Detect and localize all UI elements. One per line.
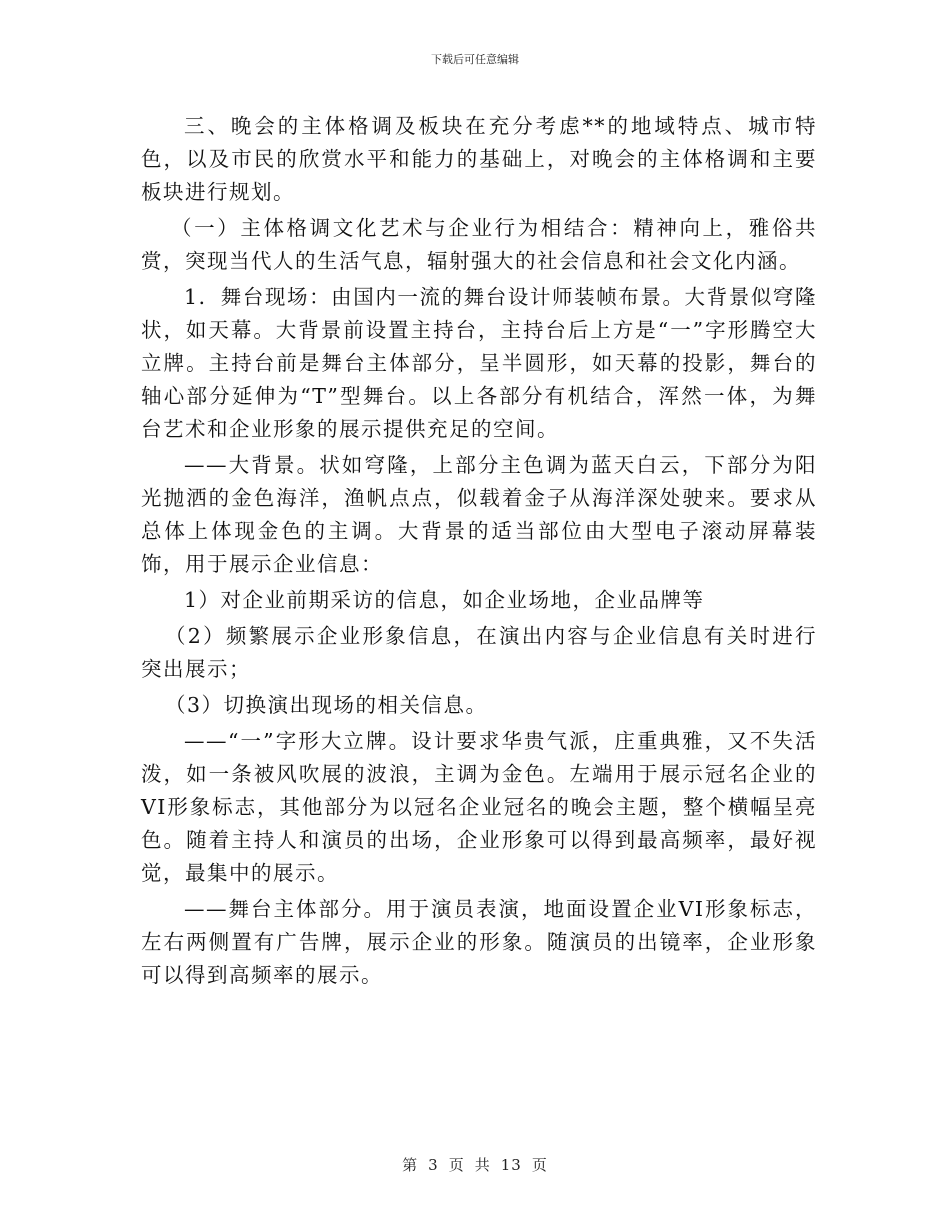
total-suffix: 页 (531, 1156, 548, 1174)
list-item-1: 1）对企业前期采访的信息，如企业场地，企业品牌等 (184, 588, 705, 612)
page-mid: 页 (448, 1156, 465, 1174)
page-prefix: 第 (402, 1156, 419, 1174)
section-three-paragraph: 三、晚会的主体格调及板块在充分考虑**的地域特点、城市特色，以及市民的欣赏水平和能力的基础上，对晚会的主体格调和主要板块进行规划。 (141, 114, 817, 204)
total-pages: 13 (500, 1156, 522, 1174)
total-prefix: 共 (474, 1156, 491, 1174)
main-tone-paragraph: （一）主体格调文化艺术与企业行为相结合：精神向上，雅俗共赏，突现当代人的生活气息，辐射强大的社会信息和社会文化内涵。 (141, 216, 817, 273)
header-note: 下载后可任意编辑 (431, 53, 519, 66)
page-number: 3 (428, 1156, 439, 1174)
stage-main-paragraph: ——舞台主体部分。用于演员表演，地面设置企业VI形象标志，左右两侧置有广告牌，展示企业的形象。随演员的出镜率，企业形象可以得到高频率的展示。 (141, 897, 817, 987)
stage-site-paragraph: 1．舞台现场：由国内一流的舞台设计师装帧布景。大背景似穹隆状，如天幕。大背景前设置主持台，主持台后上方是“一”字形腾空大立牌。主持台前是舞台主体部分，呈半圆形，如天幕的投影，舞台的轴心部分延伸为“T”型舞台。以上各部分有机结合，浑然一体，为舞台艺术和企业形象的展示提供充足的空间。 (141, 285, 817, 441)
list-item-3: （3）切换演出现场的相关信息。 (165, 693, 488, 717)
list-item-2: （2）频繁展示企业形象信息，在演出内容与企业信息有关时进行突出展示； (141, 624, 817, 681)
page-footer (0, 1155, 950, 1175)
document-body (141, 110, 817, 992)
billboard-paragraph: ——“一”字形大立牌。设计要求华贵气派，庄重典雅，又不失活泼，如一条被风吹展的波浪，主调为金色。左端用于展示冠名企业的VI形象标志，其他部分为以冠名企业冠名的晚会主题，整个横幅呈亮色。随着主持人和演员的出场，企业形象可以得到最高频率，最好视觉，最集中的展示。 (141, 729, 817, 885)
backdrop-paragraph: ——大背景。状如穹隆，上部分主色调为蓝天白云，下部分为阳光抛洒的金色海洋，渔帆点点，似载着金子从海洋深处驶来。要求从总体上体现金色的主调。大背景的适当部位由大型电子滚动屏幕装饰，用于展示企业信息： (141, 453, 817, 576)
